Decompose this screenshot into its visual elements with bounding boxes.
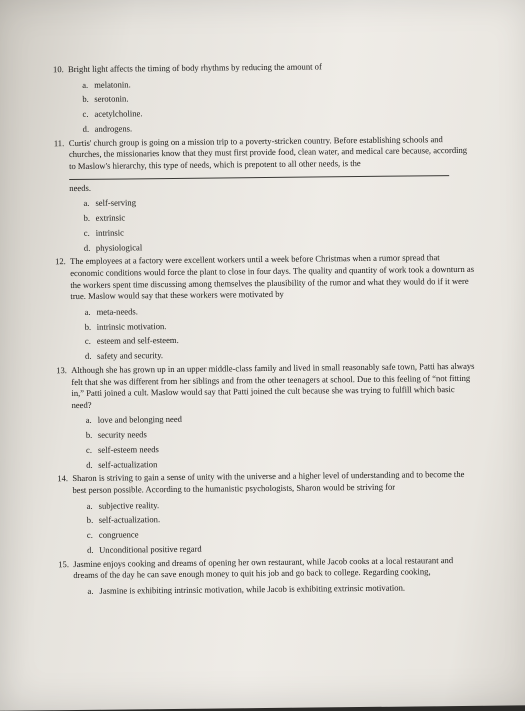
answer-options: [58, 494, 479, 558]
answer-options: [57, 409, 478, 473]
answer-options: [53, 73, 474, 137]
option-letter: a.: [83, 198, 90, 209]
option-text: subjective reality.: [98, 499, 160, 511]
question-11: [54, 134, 475, 256]
question-number: 10.: [52, 64, 64, 75]
option-letter: b.: [82, 94, 89, 105]
question-10: [53, 60, 474, 137]
option-text: androgens.: [94, 123, 133, 134]
question-number: 13.: [56, 364, 67, 376]
option-text: intrinsic motivation.: [96, 320, 167, 332]
option-letter: a.: [86, 500, 93, 511]
question-15: [58, 555, 478, 599]
question-14: [57, 469, 478, 558]
option-text: intrinsic: [95, 227, 124, 238]
question-text: Curtis' church group is going on a mission trip to a poverty-stricken country. Before establishing schools and churches, the missionaries know that they must first provide food, clean water, and medical care because, according to Maslow's hierarchy, this type of needs, which is prepotent to all other needs, is the: [68, 133, 468, 172]
option-text: self-serving: [95, 197, 137, 208]
option-letter: d.: [82, 123, 90, 134]
option-letter: c.: [82, 109, 89, 120]
question-13: [56, 361, 477, 473]
option-letter: a.: [87, 585, 94, 596]
option-text: extrinsic: [95, 212, 126, 223]
option-text: congruence: [98, 529, 139, 541]
option-a[interactable]: [87, 580, 478, 599]
option-text: security needs: [97, 429, 147, 440]
option-text: self-actualization: [98, 458, 158, 470]
question-text: Jasmine enjoys cooking and dreams of opening her own restaurant, while Jacob cooks at a local restaurant and dreams of the day he can save enough money to quit his job and go back to college. Regarding cooking,: [73, 554, 454, 581]
option-text: Jasmine is exhibiting intrinsic motivation, while Jacob is exhibiting extrinsic motivation.: [99, 582, 406, 596]
option-text: Unconditional positive regard: [99, 543, 202, 555]
question-continuation: needs.: [69, 182, 92, 193]
option-letter: d.: [87, 544, 94, 555]
question-text: Bright light affects the timing of body rhythms by reducing the amount of: [67, 61, 322, 75]
option-text: love and belonging need: [97, 414, 183, 426]
question-text: Although she has grown up in an upper middle-class family and lived in small reasonably safe town, Patti has always felt that she was different from her siblings and from the other teenagers at school. Due to this feeling of “not fitting in,” Patti joined a cult. Maslow would say that Patti joined the cult because she was trying to fulfill which basic need?: [71, 360, 475, 410]
option-letter: c.: [86, 530, 93, 541]
option-letter: d.: [83, 242, 91, 253]
option-letter: a.: [84, 306, 91, 317]
question-12: [55, 252, 476, 364]
option-letter: b.: [83, 212, 91, 223]
question-text: Sharon is striving to gain a sense of unity with the universe and a higher level of understanding and to become the best person possible. According to the humanistic psychologists, Sharon would be striving for: [72, 469, 465, 496]
question-number: 14.: [57, 473, 69, 484]
question-number: 15.: [58, 558, 70, 570]
option-text: acetylcholine.: [94, 108, 143, 119]
option-letter: c.: [83, 227, 90, 238]
option-text: esteem and self-esteem.: [96, 335, 179, 347]
option-text: self-esteem needs: [97, 444, 159, 455]
question-number: 12.: [54, 256, 66, 267]
question-number: 11.: [53, 137, 65, 148]
answer-options: [54, 192, 475, 256]
option-text: serotonin.: [94, 93, 129, 105]
option-text: safety and security.: [96, 350, 164, 361]
option-letter: a.: [85, 415, 92, 426]
option-letter: b.: [84, 321, 92, 332]
question-list: [53, 60, 479, 600]
option-letter: c.: [85, 444, 93, 455]
answer-options: [58, 580, 478, 599]
option-text: physiological: [95, 241, 143, 253]
option-letter: b.: [86, 515, 94, 526]
option-letter: b.: [85, 429, 93, 440]
option-text: self-actualization.: [98, 514, 161, 526]
option-letter: d.: [86, 459, 93, 470]
option-letter: a.: [82, 79, 89, 90]
answer-options: [55, 301, 476, 365]
option-letter: c.: [84, 336, 91, 347]
option-letter: d.: [84, 350, 92, 362]
question-text: The employees at a factory were excellent workers until a week before Christmas when a rumor spread that economic conditions would force the plant to close in four days. The quality and quantity of work took a downturn as the workers spent time discussing among themselves the plausibility of the rumor and what they would do if it were true. Maslow would say that these workers were motivated by: [69, 252, 475, 302]
option-text: melatonin.: [94, 79, 131, 90]
option-text: meta-needs.: [96, 306, 138, 317]
